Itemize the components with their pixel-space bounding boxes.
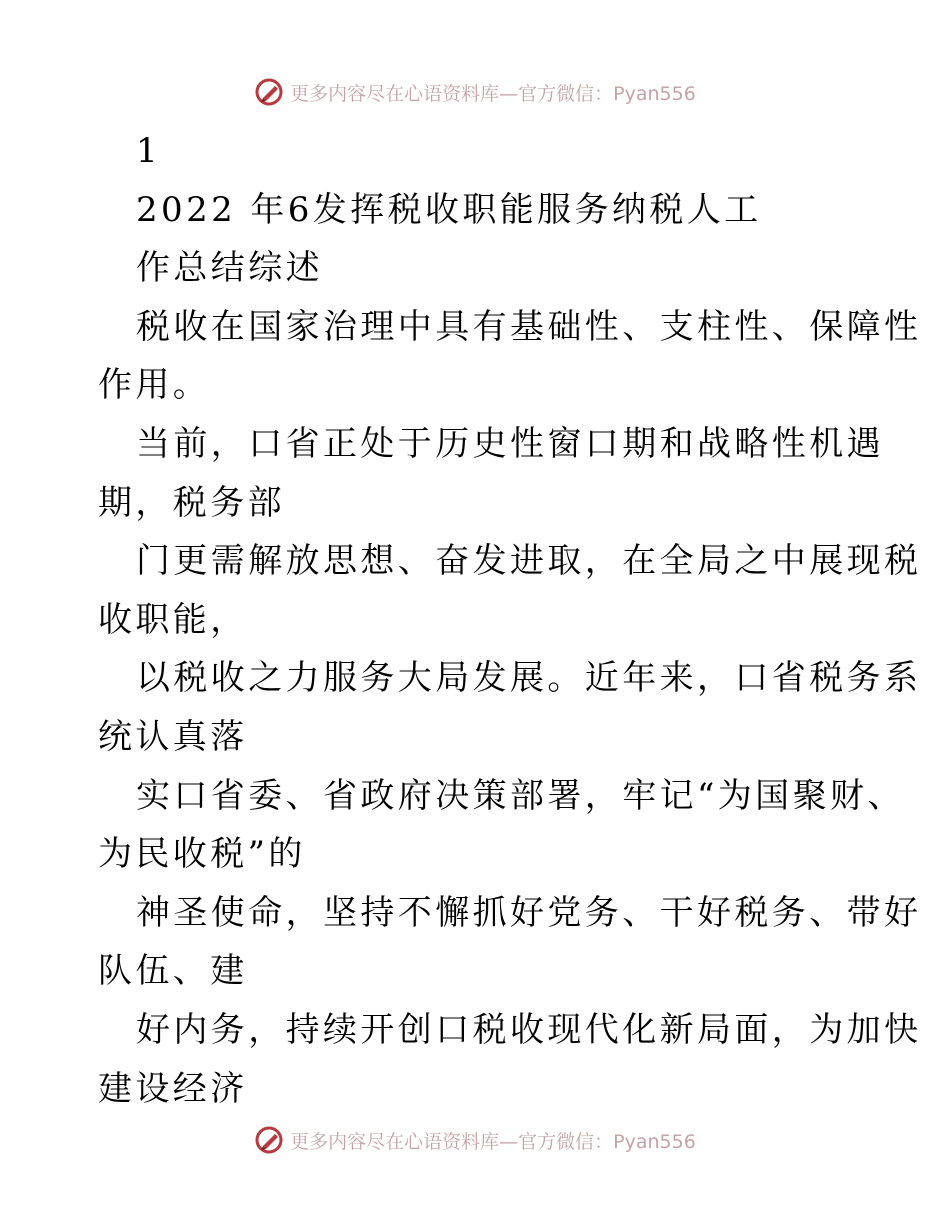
text-line: 好内务，持续开创口税收现代化新局面，为加快	[136, 1009, 922, 1050]
pen-logo-icon	[254, 77, 284, 107]
watermark-wechat-text: 官方微信：Pyan556	[518, 1130, 696, 1153]
text-line: 实口省委、省政府决策部署，牢记“为国聚财、	[136, 775, 905, 816]
text-line: 期，税务部	[98, 482, 285, 523]
text-line: 1	[136, 131, 162, 171]
text-line: 收职能，	[98, 599, 248, 640]
text-line: 当前，口省正处于历史性窗口期和战略性机遇	[136, 423, 884, 464]
text-line: 作总结综述	[136, 248, 323, 289]
text-line: 税收在国家治理中具有基础性、支柱性、保障性	[136, 306, 922, 347]
pen-logo-icon	[254, 1125, 284, 1155]
watermark-promo-text: 更多内容尽在心语资料库—	[290, 1130, 519, 1153]
watermark-wechat-text: 官方微信：Pyan556	[518, 82, 696, 105]
text-line: 作用。	[98, 365, 211, 406]
text-line: 队伍、建	[98, 951, 248, 992]
watermark-banner-top	[0, 72, 950, 112]
document-body	[98, 122, 922, 1118]
text-line: 神圣使命，坚持不懈抓好党务、干好税务、带好	[136, 892, 922, 933]
text-line: 为民收税”的	[98, 834, 306, 875]
watermark-banner-bottom	[0, 1120, 950, 1160]
watermark-promo-text: 更多内容尽在心语资料库—	[290, 82, 519, 105]
text-line: 门更需解放思想、奋发进取，在全局之中展现税	[136, 541, 922, 582]
text-line: 以税收之力服务大局发展。近年来，口省税务系	[136, 658, 922, 699]
text-line: 建设经济	[98, 1068, 248, 1109]
text-line: 统认真落	[98, 716, 248, 757]
text-line: 2022 年6发挥税收职能服务纳税人工	[136, 189, 762, 230]
